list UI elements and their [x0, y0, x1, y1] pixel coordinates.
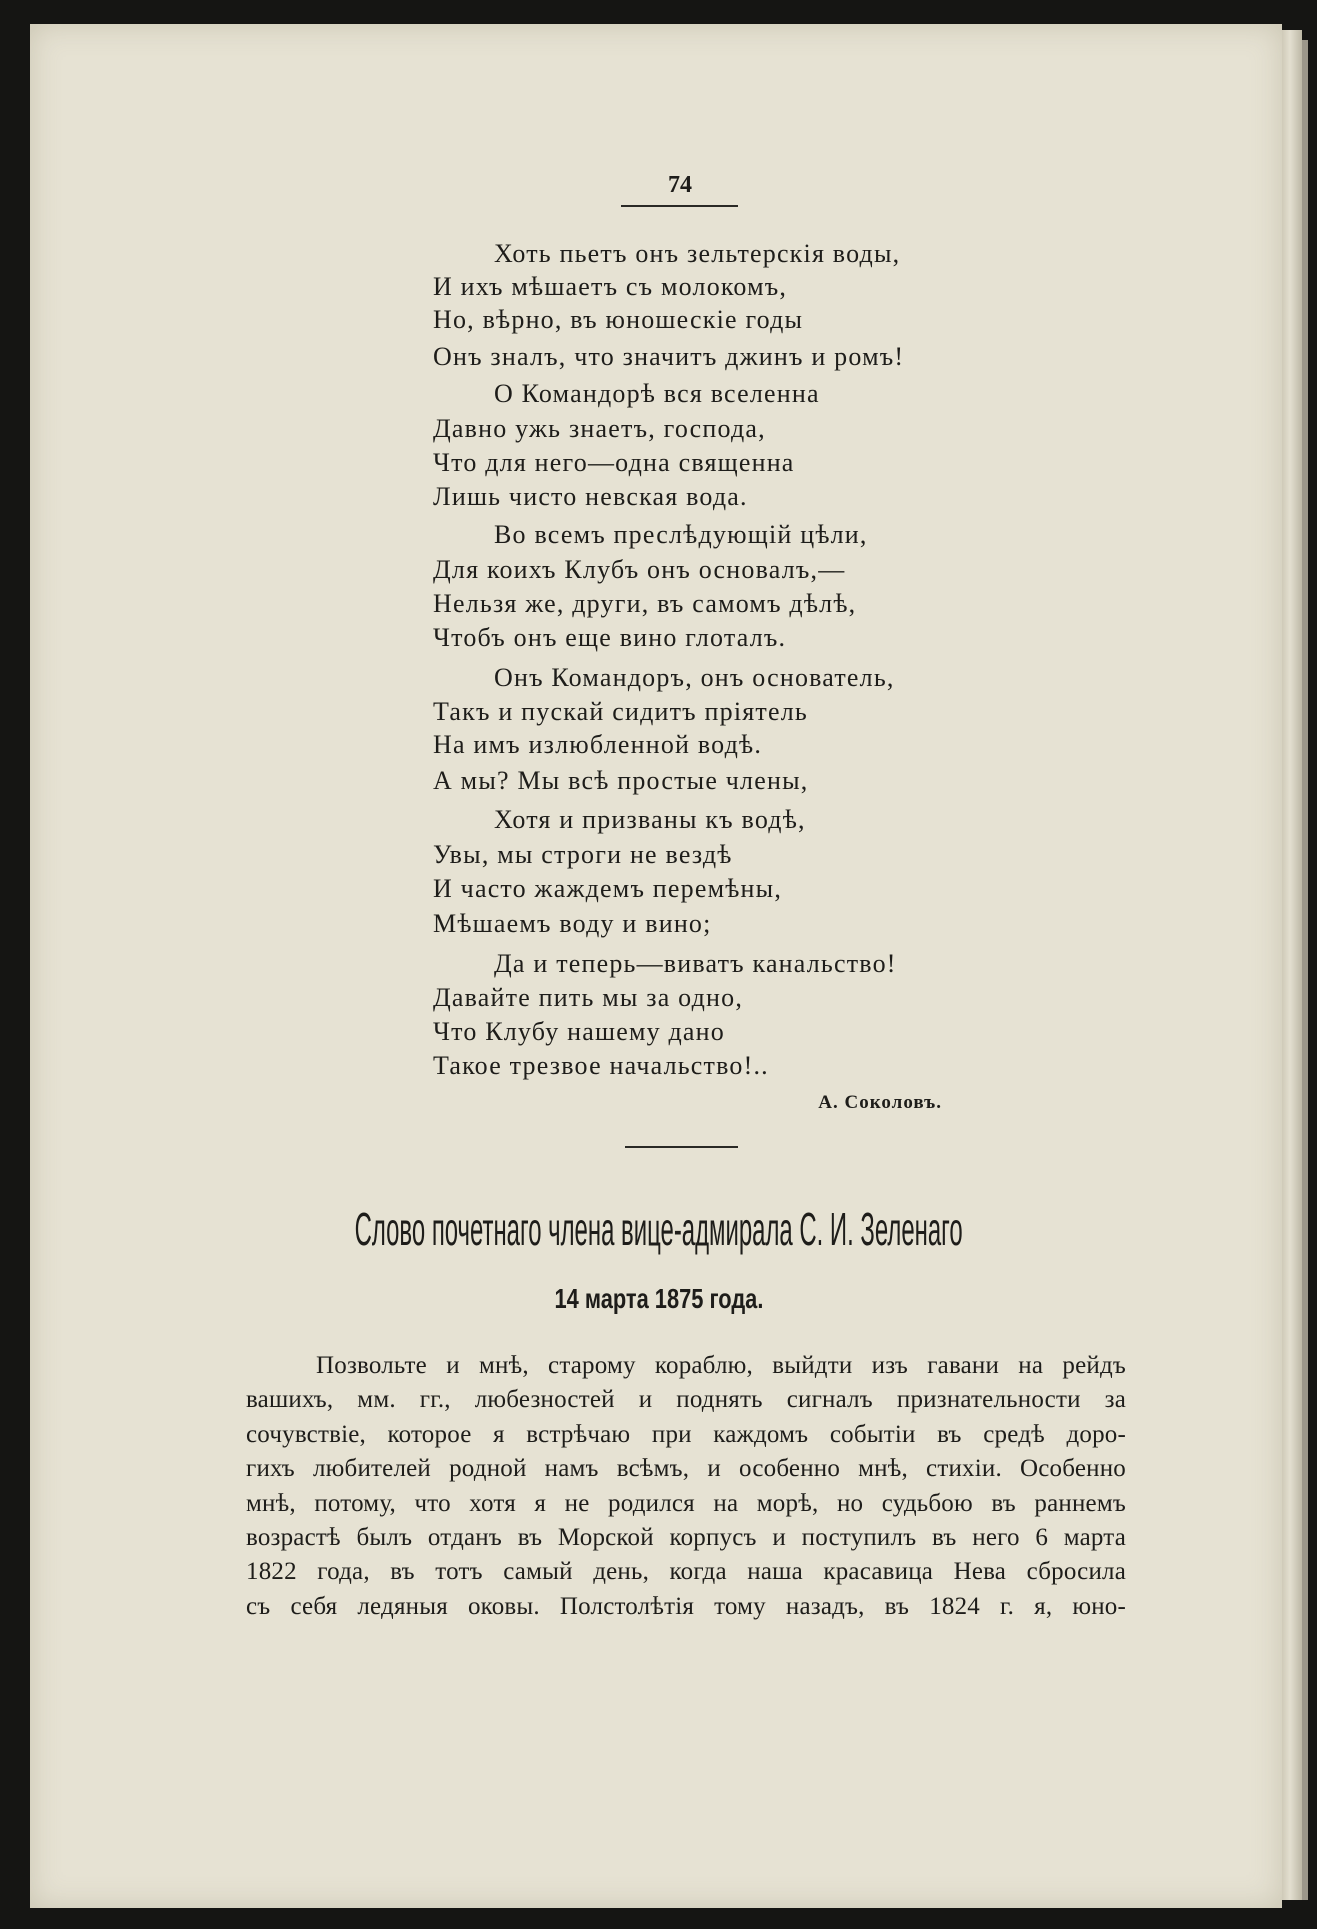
section-title-text: Слово почетнаго члена вице-адмирала С. И. Зеленаго: [354, 1203, 963, 1255]
poem-line: И часто жаждемъ перемѣны,: [433, 874, 783, 903]
paragraph-line: съ себя ледяныя оковы. Полстолѣтія тому назадъ, въ 1824 г. я, юно-: [246, 1592, 1126, 1620]
paragraph-line: мнѣ, потому, что хотя я не родился на морѣ, но судьбою въ раннемъ: [246, 1489, 1126, 1517]
poem-line: О Командорѣ вся вселенна: [494, 379, 820, 408]
poem-line: Такое трезвое начальство!..: [433, 1051, 769, 1080]
poem-line: Нельзя же, други, въ самомъ дѣлѣ,: [433, 589, 857, 618]
poem-line: Онъ зналъ, что значитъ джинъ и ромъ!: [433, 342, 905, 371]
poem-line: Увы, мы строги не вездѣ: [433, 840, 733, 869]
poem-line: Что для него—одна священна: [433, 448, 795, 477]
poem-line: Да и теперь—виватъ канальство!: [494, 949, 897, 978]
poem-line: Лишь чисто невская вода.: [433, 482, 748, 511]
poem-line: На имъ излюбленной водѣ.: [433, 730, 763, 759]
paragraph-line: возрастѣ былъ отданъ въ Морской корпусъ и поступилъ въ него 6 марта: [246, 1524, 1126, 1551]
poem-line: Давайте пить мы за одно,: [433, 983, 744, 1012]
paragraph-line: 1822 года, въ тотъ самый день, когда наша красавица Нева сбросила: [246, 1558, 1126, 1586]
poem-signature: А. Соколовъ.: [818, 1092, 942, 1113]
paragraph-line: сочувствіе, которое я встрѣчаю при каждомъ событіи въ средѣ доро-: [246, 1420, 1126, 1448]
section-date: [0, 1283, 1317, 1315]
poem-line: Хотя и призваны къ водѣ,: [494, 805, 806, 834]
poem-line: Такъ и пускай сидитъ пріятель: [433, 697, 808, 726]
page-fold-edge: [1282, 30, 1302, 1900]
page-number: 74: [668, 172, 692, 198]
section-divider: [625, 1146, 738, 1148]
page-fold-shadow: [1302, 40, 1308, 1900]
poem-line: Давно ужь знаетъ, господа,: [433, 414, 766, 443]
poem-line: Для коихъ Клубъ онъ основалъ,—: [433, 555, 846, 584]
page-number-rule: [621, 205, 738, 207]
poem-line: Онъ Командоръ, онъ основатель,: [494, 663, 895, 692]
paragraph-line: вашихъ, мм. гг., любезностей и поднять сигналъ признательности за: [246, 1386, 1126, 1414]
section-date-text: 14 марта 1875 года.: [554, 1283, 763, 1314]
poem-line: Но, вѣрно, въ юношескіе годы: [433, 305, 804, 334]
poem-line: А мы? Мы всѣ простые члены,: [433, 766, 809, 795]
poem-line: Чтобъ онъ еще вино глоталъ.: [433, 623, 787, 652]
poem-line: И ихъ мѣшаетъ съ молокомъ,: [433, 272, 788, 301]
poem-line: Что Клубу нашему дано: [433, 1017, 725, 1046]
paragraph-line: Позвольте и мнѣ, старому кораблю, выйдти изъ гавани на рейдъ: [316, 1352, 1126, 1379]
poem-line: Во всемъ преслѣдующій цѣли,: [494, 520, 868, 549]
poem-line: Хоть пьетъ онъ зельтерскія воды,: [494, 239, 901, 268]
paragraph-line: гихъ любителей родной намъ всѣмъ, и особенно мнѣ, стихіи. Особенно: [246, 1455, 1126, 1483]
poem-line: Мѣшаемъ воду и вино;: [433, 909, 712, 938]
section-title: [0, 1202, 1317, 1256]
